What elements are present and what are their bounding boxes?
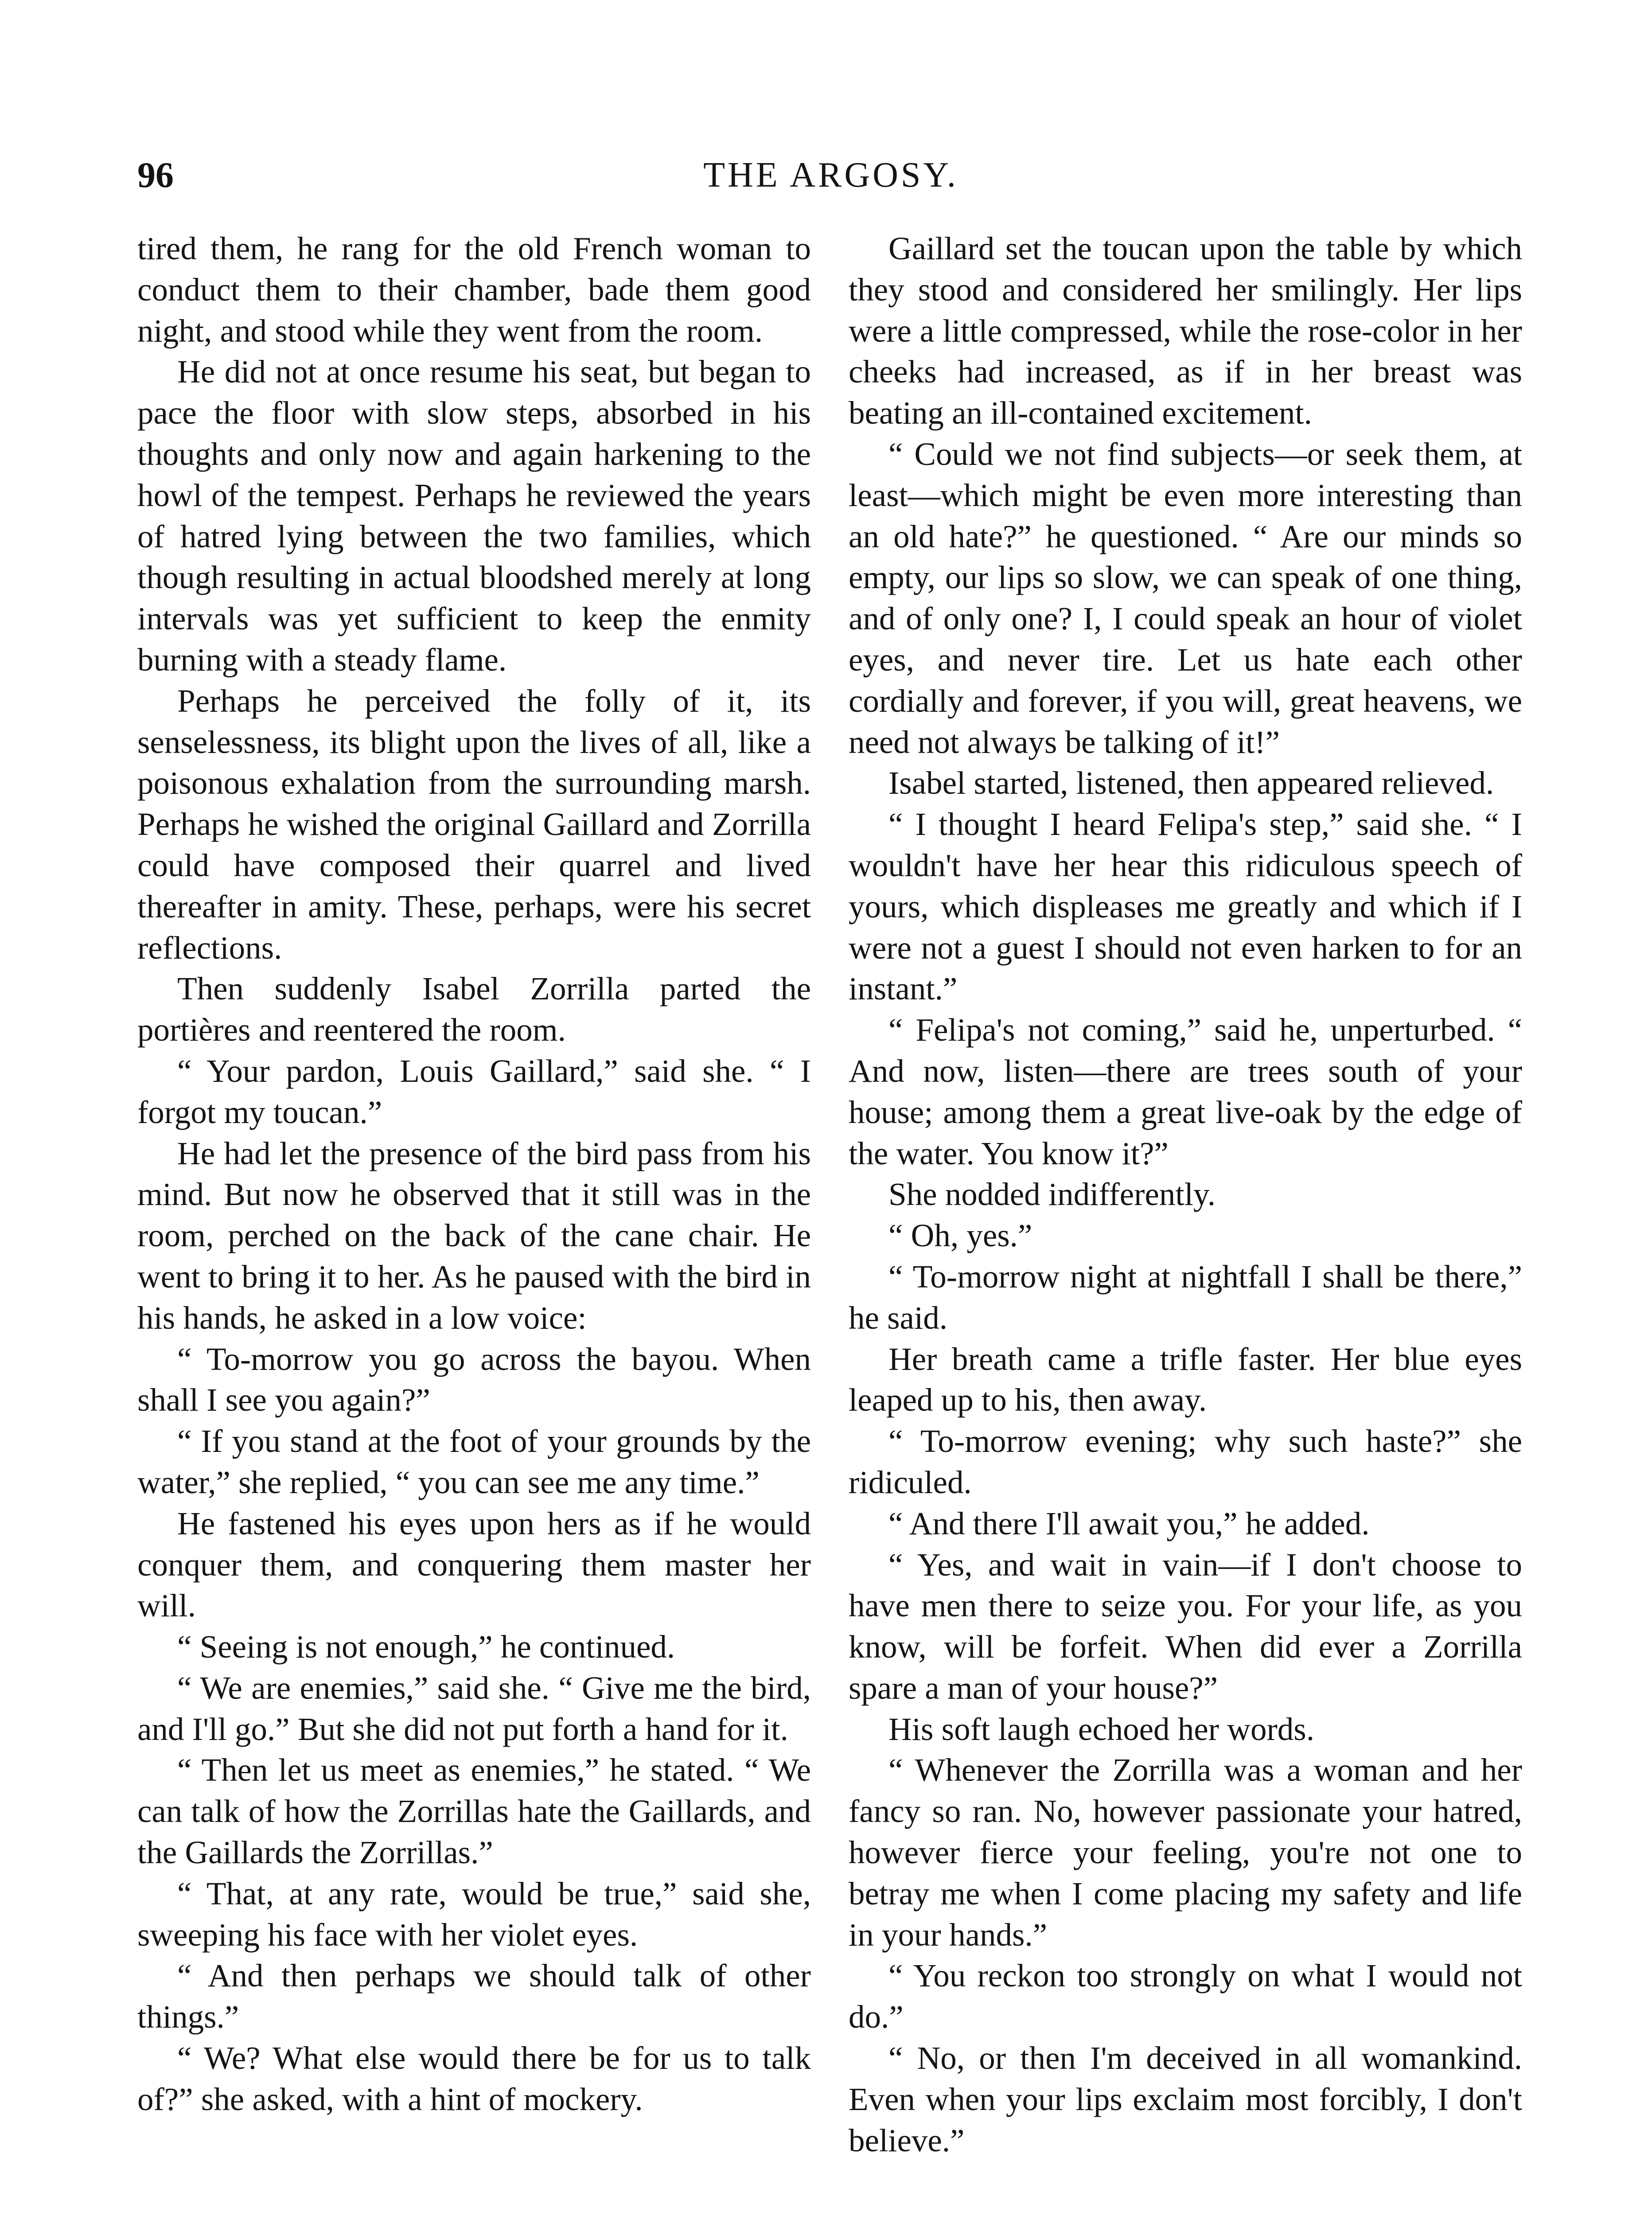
paragraph: “ And then perhaps we should talk of other things.” xyxy=(137,1958,811,2035)
paragraph: Perhaps he perceived the folly of it, its senselessness, its blight upon the lives of all, like a poisonous exhalation from the surrounding marsh. Perhaps he wished the original Gaillard and Zorrilla could have composed their quarrel and lived thereafter in amity. These, perhaps, were his secret reflections. xyxy=(137,683,811,966)
paragraph: “ To-morrow evening; why such haste?” she ridiculed. xyxy=(849,1423,1522,1500)
page-number: 96 xyxy=(137,155,174,195)
paragraph: “ We are enemies,” said she. “ Give me the bird, and I'll go.” But she did not put forth a hand for it. xyxy=(137,1670,811,1747)
paragraph: Her breath came a trifle faster. Her blue eyes leaped up to his, then away. xyxy=(849,1341,1522,1418)
paragraph: tired them, he rang for the old French woman to conduct them to their chamber, bade them good night, and stood while they went from the room. xyxy=(137,230,811,349)
paragraph: “ If you stand at the foot of your grounds by the water,” she replied, “ you can see me any time.” xyxy=(137,1423,811,1500)
paragraph: “ Seeing is not enough,” he continued. xyxy=(177,1629,675,1665)
paragraph: “ Whenever the Zorrilla was a woman and her fancy so ran. No, however passionate your hatred, however fierce your feeling, you're not one to betray me when I come placing my safety and life in your hands.” xyxy=(849,1752,1522,1953)
paragraph: He fastened his eyes upon hers as if he would conquer them, and conquering them master her will. xyxy=(137,1505,811,1624)
paragraph: “ To-morrow you go across the bayou. When shall I see you again?” xyxy=(137,1341,811,1418)
paragraph: He did not at once resume his seat, but began to pace the floor with slow steps, absorbed in his thoughts and only now and again harkening to the howl of the tempest. Perhaps he reviewed the years of hatred lying between the two families, which though resulting in actual bloodshed merely at long intervals was yet sufficient to keep the enmity burning with a steady flame. xyxy=(137,354,811,678)
paragraph: Gaillard set the toucan upon the table by which they stood and considered her smilingly. Her lips were a little compressed, while the rose-color in her cheeks had increased, as if in her breast was beating an ill-contained excitement. xyxy=(849,230,1522,431)
paragraph: “ No, or then I'm deceived in all womankind. Even when your lips exclaim most forcibly, I don't believe.” xyxy=(849,2040,1522,2158)
paragraph: Isabel started, listened, then appeared relieved. xyxy=(888,765,1494,801)
paragraph: “ Your pardon, Louis Gaillard,” said she. “ I forgot my toucan.” xyxy=(137,1053,811,1130)
paragraph: “ And there I'll await you,” he added. xyxy=(888,1505,1370,1541)
paragraph: “ I thought I heard Felipa's step,” said she. “ I wouldn't have her hear this ridiculous speech of yours, which displeases me greatly and which if I were not a guest I should not even harken to for an instant.” xyxy=(849,806,1522,1007)
right-text-column xyxy=(849,228,1522,2161)
paragraph: He had let the presence of the bird pass from his mind. But now he observed that it still was in the room, perched on the back of the cane chair. He went to bring it to her. As he paused with the bird in his hands, he asked in a low voice: xyxy=(137,1135,811,1336)
page-header xyxy=(137,151,1524,199)
paragraph: She nodded indifferently. xyxy=(888,1176,1216,1213)
paragraph: His soft laugh echoed her words. xyxy=(888,1711,1314,1747)
paragraph: Then suddenly Isabel Zorrilla parted the portières and reentered the room. xyxy=(137,971,811,1048)
paragraph: “ Oh, yes.” xyxy=(888,1217,1032,1254)
paragraph: “ We? What else would there be for us to talk of?” she asked, with a hint of mockery. xyxy=(137,2040,811,2117)
paragraph: “ You reckon too strongly on what I would not do.” xyxy=(849,1958,1522,2035)
paragraph: “ Then let us meet as enemies,” he stated. “ We can talk of how the Zorrillas hate the Gaillards, and the Gaillards the Zorrillas.” xyxy=(137,1752,811,1871)
left-text-column xyxy=(137,228,811,2120)
paragraph: “ Could we not find subjects—or seek them, at least—which might be even more interesting than an old hate?” he questioned. “ Are our minds so empty, our lips so slow, we can speak of one thing, and of only one? I, I could speak an hour of violet eyes, and never tire. Let us hate each other cordially and forever, if you will, great heavens, we need not always be talking of it!” xyxy=(849,436,1522,760)
running-title: THE ARGOSY. xyxy=(703,156,958,195)
paragraph: “ Felipa's not coming,” said he, unperturbed. “ And now, listen—there are trees south of your house; among them a great live-oak by the edge of the water. You know it?” xyxy=(849,1012,1522,1171)
paragraph: “ To-morrow night at nightfall I shall be there,” he said. xyxy=(849,1258,1522,1336)
paragraph: “ Yes, and wait in vain—if I don't choose to have men there to seize you. For your life, as you know, will be forfeit. When did ever a Zorrilla spare a man of your house?” xyxy=(849,1546,1522,1706)
paragraph: “ That, at any rate, would be true,” said she, sweeping his face with her violet eyes. xyxy=(137,1875,811,1953)
